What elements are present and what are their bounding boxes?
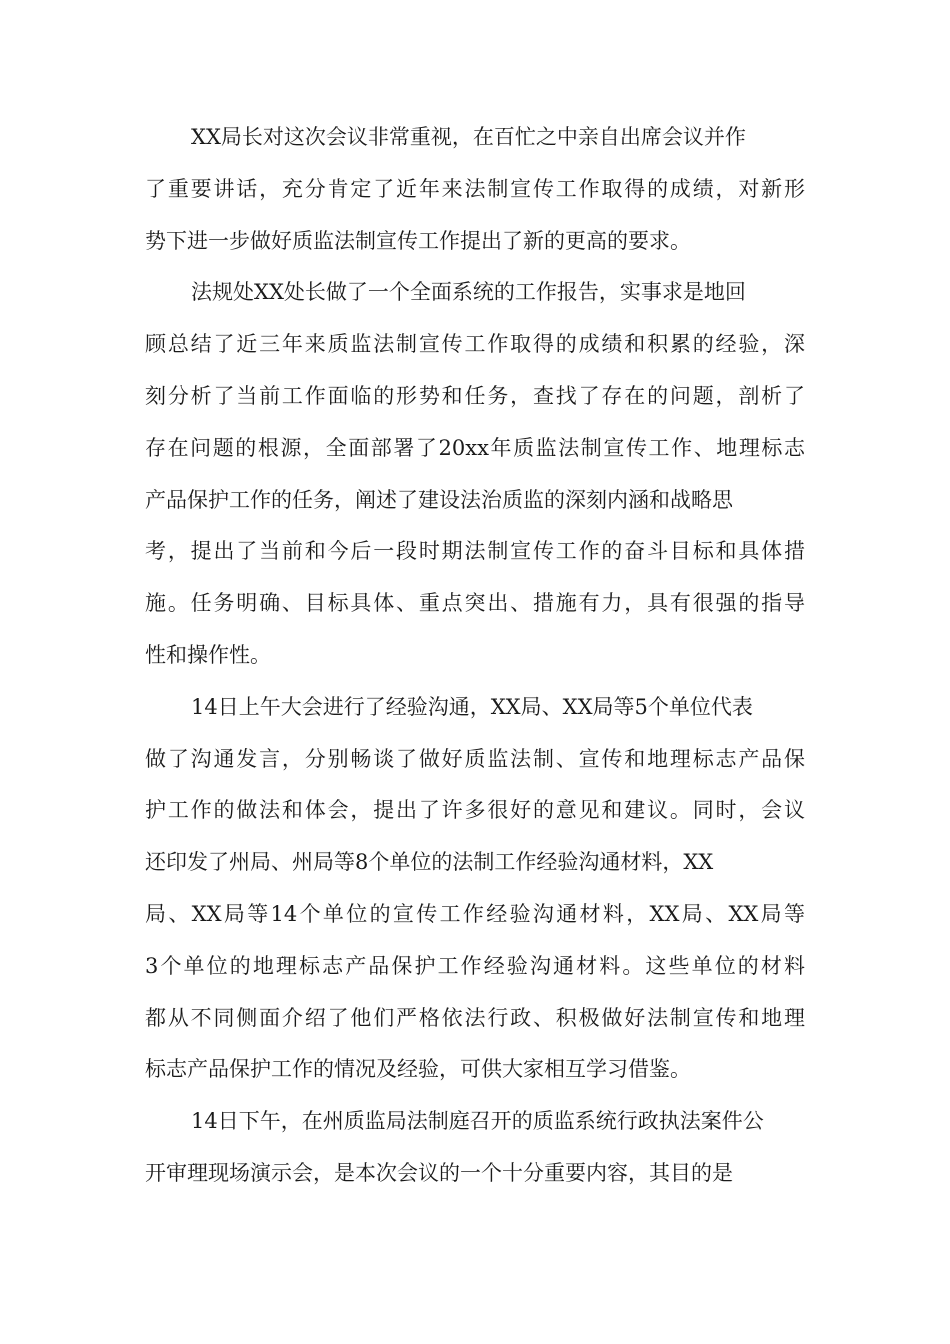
text-line: 做了沟通发言，分别畅谈了做好质监法制、宣传和地理标志产品保 xyxy=(145,746,805,771)
text-line: 14日下午，在州质监局法制庭召开的质监系统行政执法案件公 xyxy=(191,1109,764,1134)
text-line: 开审理现场演示会，是本次会议的一个十分重要内容，其目的是 xyxy=(145,1160,733,1185)
text-line: 产品保护工作的任务，阐述了建设法治质监的深刻内涵和战略思 xyxy=(145,487,733,512)
text-line: 14日上午大会进行了经验沟通，XX局、XX局等5个单位代表 xyxy=(191,694,753,719)
text-line: 刻分析了当前工作面临的形势和任务，查找了存在的问题，剖析了 xyxy=(145,383,805,408)
text-line: 法规处XX处长做了一个全面系统的工作报告，实事求是地回 xyxy=(191,280,746,305)
text-line: 标志产品保护工作的情况及经验，可供大家相互学习借鉴。 xyxy=(145,1057,691,1082)
text-line: 3个单位的地理标志产品保护工作经验沟通材料。这些单位的材料 xyxy=(145,953,805,978)
text-line: 存在问题的根源，全面部署了20xx年质监法制宣传工作、地理标志 xyxy=(145,435,805,460)
document-body xyxy=(145,112,805,1200)
text-line: 考，提出了当前和今后一段时期法制宣传工作的奋斗目标和具体措 xyxy=(145,539,805,564)
text-line: 都从不同侧面介绍了他们严格依法行政、积极做好法制宣传和地理 xyxy=(145,1005,805,1030)
text-line: 顾总结了近三年来质监法制宣传工作取得的成绩和积累的经验，深 xyxy=(145,332,805,357)
text-line: 了重要讲话，充分肯定了近年来法制宣传工作取得的成绩，对新形 xyxy=(145,176,805,201)
text-line: 还印发了州局、州局等8个单位的法制工作经验沟通材料，XX xyxy=(145,850,714,875)
paragraph-4 xyxy=(145,1096,805,1200)
text-line: 施。任务明确、目标具体、重点突出、措施有力，具有很强的指导 xyxy=(145,591,805,616)
text-line: 局、XX局等14个单位的宣传工作经验沟通材料，XX局、XX局等 xyxy=(145,901,805,926)
text-line: 性和操作性。 xyxy=(145,642,271,667)
paragraph-2 xyxy=(145,267,805,681)
text-line: XX局长对这次会议非常重视，在百忙之中亲自出席会议并作 xyxy=(191,125,746,149)
paragraph-1 xyxy=(145,112,805,267)
text-line: 势下进一步做好质监法制宣传工作提出了新的更高的要求。 xyxy=(145,228,691,253)
text-line: 护工作的做法和体会，提出了许多很好的意见和建议。同时，会议 xyxy=(145,798,805,823)
paragraph-3 xyxy=(145,682,805,1096)
